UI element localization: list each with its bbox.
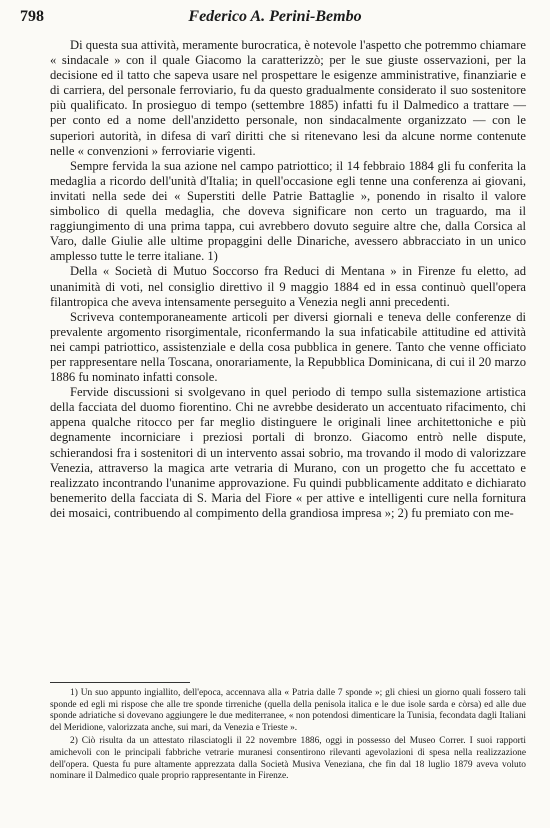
footnote-2: 2) Ciò risulta da un attestato rilasciatogli il 22 novembre 1886, oggi in possesso del Museo Correr. I suoi rapporti amichevoli con le principali fabbriche vetrarie muranesi consentirono rilevanti agevolazioni di spesa nella realizzazione dell'opera. Questa fu pure altamente apprezzata dalla Società Musiva Veneziana, che fin dal 18 luglio 1879 aveva voluto nominare il Dalmedico quale proprio rappresentante in Firenze. <box>50 736 526 782</box>
running-head: Federico A. Perini-Bembo <box>188 8 362 25</box>
body-text <box>50 38 526 521</box>
paragraph-5: Fervide discussioni si svolgevano in quel periodo di tempo sulla sistemazione artistica della facciata del duomo fiorentino. Chi ne avrebbe desiderato un accentuato rifacimento, chi appena qualche ritocco per far meglio distinguere le originali linee architettoniche e più degnamente incorniciare i preziosi portali di bronzo. Giacomo entrò nelle dispute, schierandosi fra i sostenitori di un intervento assai sobrio, ma trovando il modo di valorizzare Venezia, attraverso la magica arte vetraria di Murano, con un progetto che fu accettato e realizzato incontrando l'unanime approvazione. Fu quindi pubblicamente additato e dichiarato benemerito della facciata di S. Maria del Fiore « per attive e intelligenti cure nella fornitura dei mosaici, contribuendo al compimento della grandiosa impresa »; 2) fu premiato con me- <box>50 385 526 520</box>
paragraph-1: Di questa sua attività, meramente burocratica, è notevole l'aspetto che potremmo chiamare « sindacale » con il quale Giacomo la caratterizzò; per le sue giuste osservazioni, per la decisione ed il tatto che sapeva usare nel prospettare le esigenze amministrative, finanziarie e di carriera, del personale ferroviario, fu da questo gradualmente considerato il suo sostenitore più qualificato. In prosieguo di tempo (settembre 1885) infatti fu il Dalmedico a trattare — per conto ed a nome dell'anzidetto personale, non sindacalmente organizzato — con le superiori autorità, in difesa di varî diritti che si ritenevano lesi da alcune norme contenute nelle « convenzioni » ferroviarie vigenti. <box>50 38 526 158</box>
footnote-divider <box>50 682 190 683</box>
paragraph-4: Scriveva contemporaneamente articoli per diversi giornali e teneva delle conferenze di prevalente argomento risorgimentale, riconfermando la sua infaticabile attitudine ed attività nei campi patriottico, assistenziale e della cosa pubblica in genere. Tanto che venne officiato per rappresentare nella Toscana, onorariamente, la Repubblica Dominicana, di cui il 20 marzo 1886 fu nominato infatti console. <box>50 309 526 385</box>
footnotes <box>50 688 526 783</box>
paragraph-2: Sempre fervida la sua azione nel campo patriottico; il 14 febbraio 1884 gli fu conferita la medaglia a ricordo dell'unità d'Italia; in quell'occasione egli tenne una conferenza ai giovani, invitati nella sede dei « Superstiti delle Patrie Battaglie », ponendo in risalto il valore simbolico di quella medaglia, che doveva significare non certo un traguardo, ma il raggiungimento di una prima tappa, cui avrebbero dovuto seguire altre che, dalla Corsica al Varo, dalle Giulie alle ultime propaggini delle Dinariche, avessero abbracciato in un unico amplesso tutte le terre italiane. 1) <box>50 158 526 264</box>
page-header <box>20 8 530 30</box>
paragraph-3: Della « Società di Mutuo Soccorso fra Reduci di Mentana » in Firenze fu eletto, ad unanimità di voti, nel consiglio direttivo il 9 maggio 1884 ed in essa continuò quell'opera filantropica che aveva intensamente perseguito a Venezia negli anni precedenti. <box>50 264 526 309</box>
page-number: 798 <box>20 8 44 25</box>
footnote-1: 1) Un suo appunto ingiallito, dell'epoca, accennava alla « Patria dalle 7 sponde »; gli chiesi un giorno quali fossero tali sponde ed egli mi rispose che alle tre sponde tirreniche (quella della penisola italica e le due isole sarda e còrsa) ed alle due sponde adriatiche si dovevano aggiungere le due mediterranee, « non potendosi dimenticare la Tunisia, fecondata dagli Italiani del Meridione, valorizzata anche, sui mari, da Venezia e Trieste ». <box>50 688 526 733</box>
